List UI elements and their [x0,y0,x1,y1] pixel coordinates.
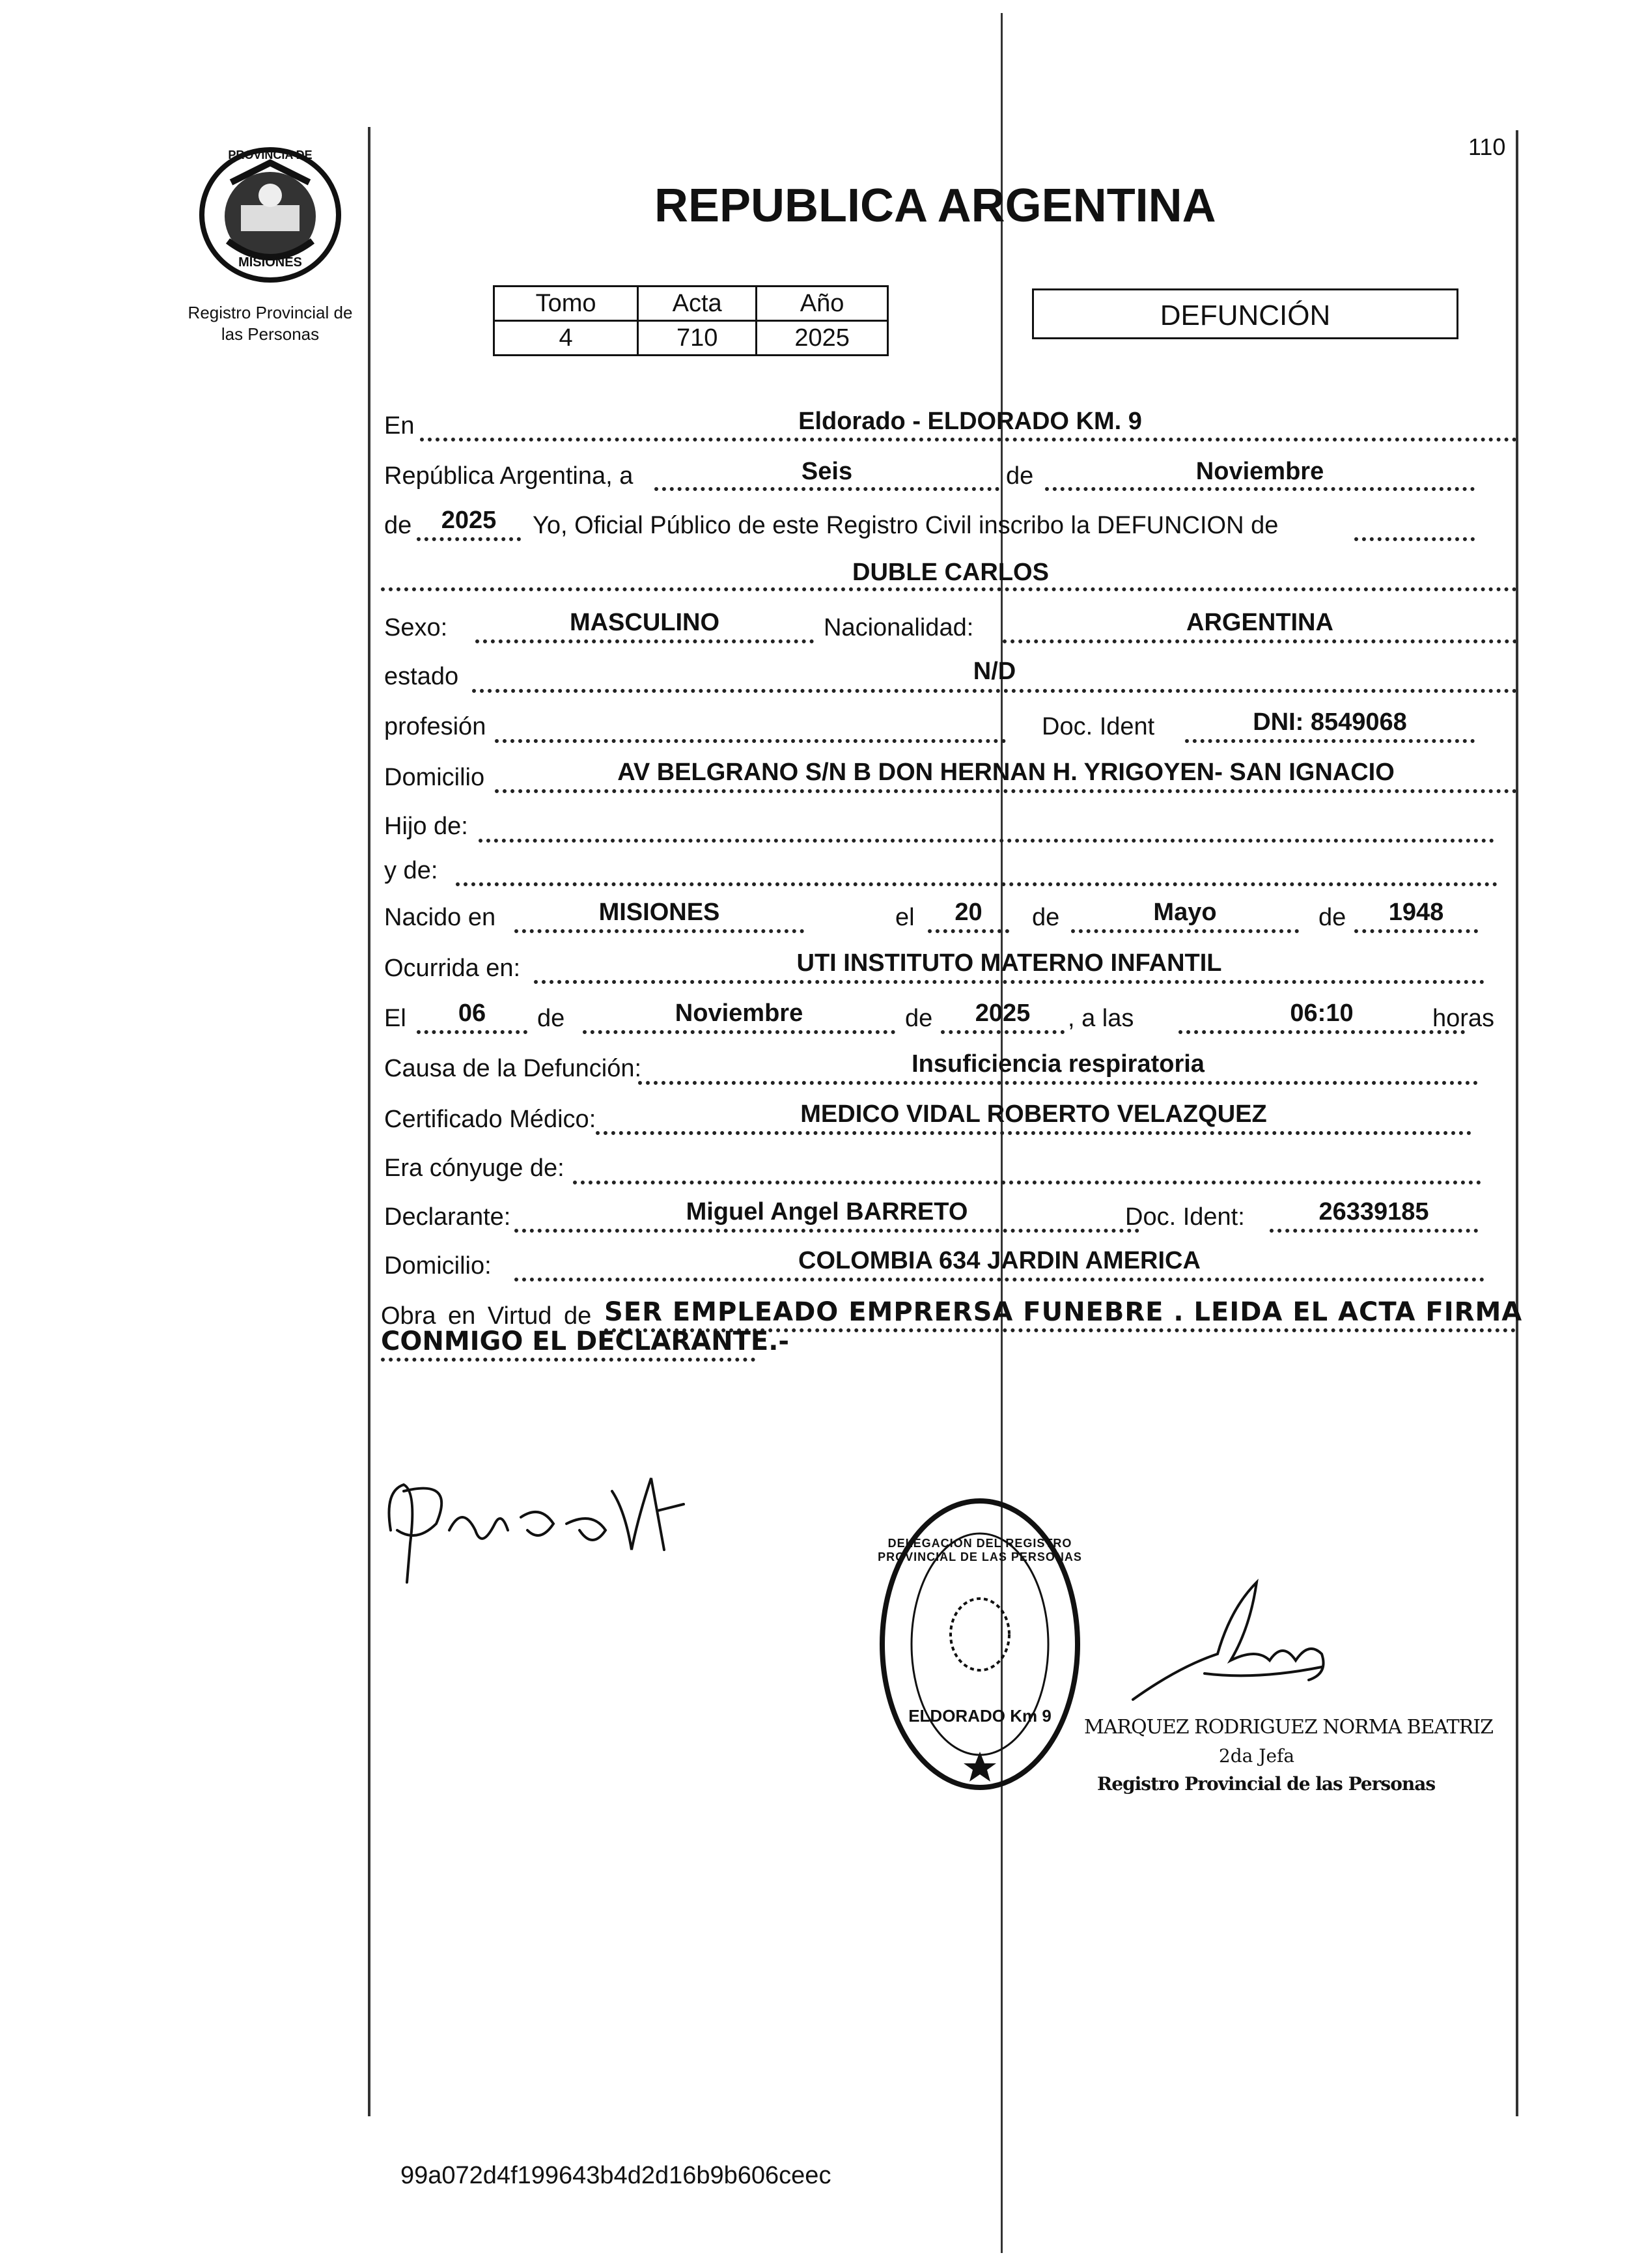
field-declarant: Miguel Angel BARRETO [686,1198,968,1225]
field-death-month: Noviembre [675,1000,803,1027]
label-hijo-de: Hijo de: [384,813,468,840]
label-yo-oficial: Yo, Oficial Público de este Registro Civil inscribo la DEFUNCION de [533,512,1279,539]
field-document: DNI: 8549068 [1253,708,1407,736]
label-horas: horas [1432,1005,1495,1032]
field-by-virtue-line1: SER EMPLEADO EMPRERSA FUNEBRE . LEIDA EL ACTA FIRMA [604,1297,1523,1327]
ref-value-tomo: 4 [494,321,638,356]
dots-address [495,789,1517,793]
dots-death-day [417,1030,527,1034]
field-year: 2025 [441,507,497,534]
ref-header-acta: Acta [638,287,757,321]
emblem-caption-top: PROVINCIA DE [228,148,313,161]
label-republica: República Argentina, a [384,462,634,490]
ref-header-ano: Año [757,287,888,321]
label-a-las: , a las [1068,1005,1134,1032]
dots-spouse-of [573,1181,1481,1184]
dots-month [1045,487,1475,491]
label-de-birth-month: de [1032,904,1060,931]
field-death-year: 2025 [975,1000,1031,1027]
label-doc-ident-declarant: Doc. Ident: [1125,1203,1245,1231]
registry-name-line2: las Personas [221,324,320,344]
official-registry: Registro Provincial de las Personas [1097,1773,1436,1795]
dots-document [1185,739,1475,743]
dots-child-of [479,839,1494,843]
official-name: MARQUEZ RODRIGUEZ NORMA BEATRIZ [1084,1716,1493,1739]
label-profesion: profesión [384,713,486,740]
dots-day-words [654,487,999,491]
dots-death-year [941,1030,1065,1034]
field-death-day: 06 [458,1000,486,1027]
dots-declarant-doc [1270,1229,1478,1233]
label-conyuge: Era cónyuge de: [384,1155,565,1182]
field-birth-day: 20 [955,899,983,926]
dots-by-virtue-line2 [381,1358,755,1362]
ref-header-tomo: Tomo [494,287,638,321]
field-place: Eldorado - ELDORADO KM. 9 [798,408,1142,435]
declarant-signature [378,1452,716,1602]
field-birth-place: MISIONES [598,899,720,926]
field-civil-status: N/D [973,658,1016,685]
stamp-place: ELDORADO Km 9 [908,1706,1052,1726]
field-nationality: ARGENTINA [1186,609,1333,636]
label-domicilio: Domicilio [384,764,485,791]
label-domicilio-declarant: Domicilio: [384,1252,492,1280]
ref-value-acta: 710 [638,321,757,356]
label-de-death-month: de [537,1005,565,1032]
label-obra: Obra en Virtud de [381,1302,592,1330]
label-de-birth-year: de [1318,904,1346,931]
label-ocurrida-en: Ocurrida en: [384,955,521,982]
field-sex: MASCULINO [569,609,720,636]
label-nacido-en: Nacido en [384,904,496,931]
ref-value-ano: 2025 [757,321,888,356]
field-occurred-at: UTI INSTITUTO MATERNO INFANTIL [796,949,1222,977]
field-death-time: 06:10 [1290,1000,1354,1027]
label-el: el [895,904,915,931]
dots-deceased-name [381,587,1517,591]
label-de: de [1006,462,1034,490]
label-certificado: Certificado Médico: [384,1106,596,1133]
stamp-text: DELEGACION DEL REGISTRO PROVINCIAL DE LAS PERSONAS [878,1537,1082,1563]
dots-occurred-at [534,980,1485,984]
dots-birth-year [1354,929,1478,933]
dots-nationality [1003,639,1517,643]
label-nacionalidad: Nacionalidad: [824,614,974,641]
label-doc-ident: Doc. Ident [1042,713,1155,740]
page-number: 110 [1468,133,1506,160]
field-by-virtue-line2: CONMIGO EL DECLARANTE.- [381,1326,789,1356]
dots-medical-certificate [596,1131,1471,1135]
dots-cause [638,1081,1478,1085]
field-declarant-doc: 26339185 [1318,1198,1429,1225]
country-title: REPUBLICA ARGENTINA [654,180,1216,232]
dots-declarant-address [514,1278,1485,1281]
label-causa: Causa de la Defunción: [384,1055,642,1082]
label-el-death: El [384,1005,406,1032]
label-de-death-year: de [905,1005,933,1032]
field-month: Noviembre [1195,458,1324,485]
record-type: DEFUNCIÓN [1160,300,1331,331]
document-hash: 99a072d4f199643b4d2d16b9b606ceec [400,2162,831,2189]
dots-after-oficial [1354,537,1475,541]
label-sexo: Sexo: [384,614,448,641]
label-y-de: y de: [384,857,438,884]
field-medical-certificate: MEDICO VIDAL ROBERTO VELAZQUEZ [800,1100,1267,1128]
left-margin-line [368,127,370,2116]
field-declarant-address: COLOMBIA 634 JARDIN AMERICA [798,1247,1201,1274]
dots-year [417,537,521,541]
dots-and-of [456,882,1498,886]
registry-name-line1: Registro Provincial de [188,303,353,322]
field-address: AV BELGRANO S/N B DON HERNAN H. YRIGOYEN- SAN IGNACIO [617,759,1395,786]
dots-place [420,438,1517,441]
dots-civil-status [472,689,1517,693]
label-de-year: de [384,512,412,539]
dots-birth-month [1071,929,1299,933]
field-deceased-name: DUBLE CARLOS [852,559,1049,586]
label-declarante: Declarante: [384,1203,511,1231]
dots-sex [475,639,814,643]
dots-birth-place [514,929,804,933]
field-birth-month: Mayo [1153,899,1217,926]
field-cause: Insuficiencia respiratoria [912,1050,1205,1078]
reference-table [493,285,889,356]
dots-birth-day [928,929,1009,933]
dots-declarant [514,1229,1139,1233]
dots-death-time [1178,1030,1465,1034]
official-title: 2da Jefa [1218,1745,1295,1767]
official-signature [1126,1569,1374,1706]
dots-death-month [583,1030,895,1034]
dots-profession [495,739,1006,743]
label-en: En [384,412,415,440]
field-day-words: Seis [801,458,853,485]
emblem-caption-bottom: MISIONES [238,255,302,270]
field-birth-year: 1948 [1388,899,1444,926]
label-estado: estado [384,663,459,690]
